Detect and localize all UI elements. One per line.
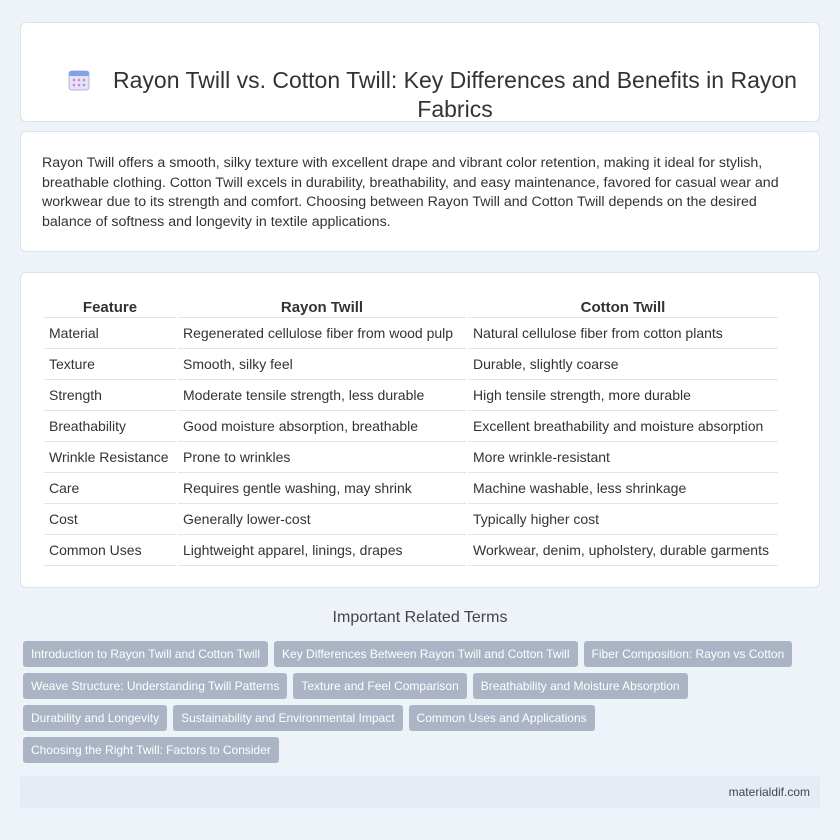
feature-cell: Strength	[44, 380, 176, 411]
related-term-link[interactable]: Choosing the Right Twill: Factors to Consider	[23, 737, 279, 763]
summary-text: Rayon Twill offers a smooth, silky texture with excellent drape and vibrant color retention, making it ideal for stylish, breathable clothing. Cotton Twill excels in durability, breathability, and easy maintenance, favored for casual wear and workwear due to its strength and comfort. Choosing between Rayon Twill and Cotton Twill depends on the desired balance of softness and longevity in textile applications.	[42, 155, 779, 230]
table-row	[44, 411, 778, 442]
related-term-link[interactable]: Sustainability and Environmental Impact	[173, 705, 402, 731]
related-term-link[interactable]: Introduction to Rayon Twill and Cotton Twill	[23, 641, 268, 667]
page-title: Rayon Twill vs. Cotton Twill: Key Differences and Benefits in Rayon Fabrics	[113, 67, 797, 122]
feature-cell: Breathability	[44, 411, 176, 442]
related-terms-list	[23, 641, 803, 763]
summary-card	[20, 131, 820, 252]
header-cotton-twill: Cotton Twill	[468, 295, 778, 318]
related-term-link[interactable]: Weave Structure: Understanding Twill Patterns	[23, 673, 287, 699]
cotton-cell: Natural cellulose fiber from cotton plants	[468, 318, 778, 349]
feature-cell: Wrinkle Resistance	[44, 442, 176, 473]
header-feature: Feature	[44, 295, 176, 318]
cotton-cell: Machine washable, less shrinkage	[468, 473, 778, 504]
footer	[20, 776, 820, 808]
calendar-icon	[67, 68, 91, 92]
table-row	[44, 349, 778, 380]
feature-cell: Care	[44, 473, 176, 504]
rayon-cell: Good moisture absorption, breathable	[178, 411, 466, 442]
feature-cell: Common Uses	[44, 535, 176, 566]
rayon-cell: Moderate tensile strength, less durable	[178, 380, 466, 411]
footer-site-link[interactable]: materialdif.com	[728, 785, 810, 799]
related-term-link[interactable]: Texture and Feel Comparison	[293, 673, 466, 699]
table-row	[44, 535, 778, 566]
comparison-card	[20, 272, 820, 588]
table-row	[44, 473, 778, 504]
rayon-cell: Generally lower-cost	[178, 504, 466, 535]
feature-cell: Material	[44, 318, 176, 349]
rayon-cell: Lightweight apparel, linings, drapes	[178, 535, 466, 566]
rayon-cell: Smooth, silky feel	[178, 349, 466, 380]
related-term-link[interactable]: Durability and Longevity	[23, 705, 167, 731]
table-header-row	[44, 295, 778, 318]
rayon-cell: Requires gentle washing, may shrink	[178, 473, 466, 504]
related-term-link[interactable]: Fiber Composition: Rayon vs Cotton	[584, 641, 793, 667]
related-term-link[interactable]: Common Uses and Applications	[409, 705, 595, 731]
cotton-cell: Durable, slightly coarse	[468, 349, 778, 380]
feature-cell: Cost	[44, 504, 176, 535]
comparison-table	[42, 295, 780, 566]
table-row	[44, 442, 778, 473]
cotton-cell: Typically higher cost	[468, 504, 778, 535]
feature-cell: Texture	[44, 349, 176, 380]
table-row	[44, 504, 778, 535]
rayon-cell: Regenerated cellulose fiber from wood pulp	[178, 318, 466, 349]
title-card	[20, 22, 820, 122]
related-term-link[interactable]: Key Differences Between Rayon Twill and Cotton Twill	[274, 641, 577, 667]
cotton-cell: Excellent breathability and moisture absorption	[468, 411, 778, 442]
table-row	[44, 380, 778, 411]
related-terms-heading: Important Related Terms	[332, 609, 508, 626]
cotton-cell: More wrinkle-resistant	[468, 442, 778, 473]
related-term-link[interactable]: Breathability and Moisture Absorption	[473, 673, 688, 699]
table-row	[44, 318, 778, 349]
rayon-cell: Prone to wrinkles	[178, 442, 466, 473]
cotton-cell: Workwear, denim, upholstery, durable garments	[468, 535, 778, 566]
cotton-cell: High tensile strength, more durable	[468, 380, 778, 411]
header-rayon-twill: Rayon Twill	[178, 295, 466, 318]
